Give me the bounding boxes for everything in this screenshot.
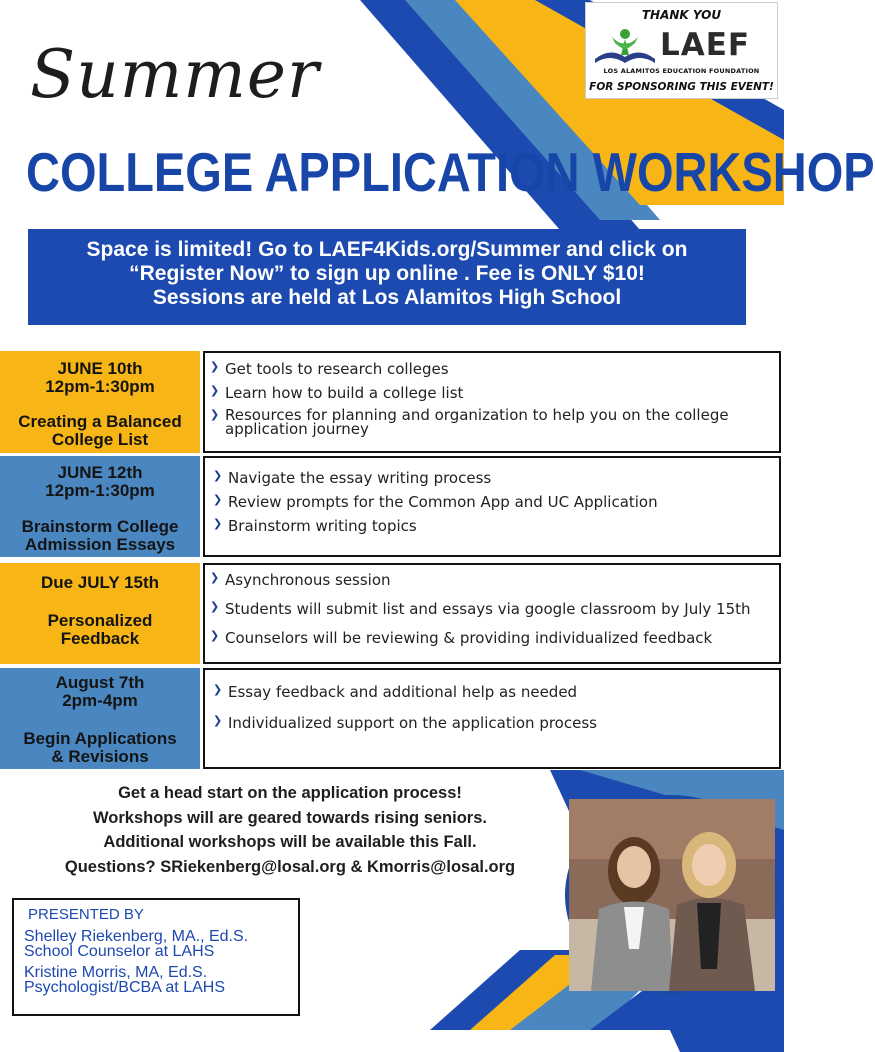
session-1-time: 12pm-1:30pm [45,377,155,396]
presenters-photo-art [569,799,775,991]
session-3-bullet: ❯ Counselors will be reviewing & providing individualized feedback [205,629,779,647]
book-figure-icon [590,25,660,65]
session-4-bullet: ❯ Individualized support on the application process [208,714,779,732]
info-line-3: Additional workshops will be available this Fall. [103,833,477,851]
session-1-bullet: ❯ Resources for planning and organization to help you on the college application journey [205,408,779,436]
banner-line-2: “Register Now” to sign up online . Fee is ONLY $10! [129,262,645,285]
session-1-date: JUNE 10th [57,359,143,378]
session-row-3 [0,563,784,664]
registration-banner [28,229,746,325]
session-2-details [203,456,781,557]
presenter-2 [24,965,298,995]
sponsor-foundation-name: LOS ALAMITOS EDUCATION FOUNDATION [603,67,760,75]
presenters-heading: PRESENTED BY [28,906,144,923]
session-2-bullet: ❯ Brainstorm writing topics [208,517,779,535]
session-3-details [203,563,781,664]
session-2-time: 12pm-1:30pm [45,481,155,500]
presenter-1-name: Shelley Riekenberg, MA., Ed.S. [24,928,249,945]
session-1-bullets [205,360,779,436]
presenter-2-role: Psychologist/BCBA at LAHS [24,979,225,996]
info-line-2: Workshops will are geared towards rising seniors. [93,808,487,827]
session-4-title-1: Begin Applications [23,729,177,748]
session-1-title-2: College List [51,430,149,449]
session-3-bullet: ❯ Asynchronous session [205,571,779,589]
session-1-bullet: ❯ Get tools to research colleges [205,360,779,378]
session-2-date: JUNE 12th [57,463,143,482]
session-row-1 [0,351,784,453]
sponsor-thank-you: THANK YOU [641,8,722,22]
session-2-label [0,456,200,557]
main-title: COLLEGE APPLICATION WORKSHOP [26,141,875,203]
session-4-bullets [205,683,779,732]
laef-wordmark: LAEF [660,27,751,63]
banner-line-3: Sessions are held at Los Alamitos High School [152,286,622,309]
sponsor-for-event: FOR SPONSORING THIS EVENT! [589,81,774,93]
session-3-label [0,563,200,664]
session-2-bullets [205,469,779,535]
session-2-bullet: ❯ Navigate the essay writing process [208,469,779,487]
session-3-title-2: Feedback [60,629,140,648]
info-line-1: Get a head start on the application process! [118,784,462,802]
session-4-details [203,668,781,769]
session-2-bullet: ❯ Review prompts for the Common App and UC Application [208,493,779,511]
session-4-time: 2pm-4pm [62,691,138,710]
session-2-title-2: Admission Essays [24,535,176,554]
info-line-4: Questions? SRiekenberg@losal.org & Kmorris@losal.org [64,857,516,876]
session-1-label [0,351,200,453]
session-row-2 [0,456,784,557]
presenter-1-role: School Counselor at LAHS [24,943,215,960]
laef-logo [586,25,777,65]
session-1-title-1: Creating a Balanced [18,412,182,431]
info-block [20,781,560,879]
banner-line-1: Space is limited! Go to LAEF4Kids.org/Summer and click on [86,238,688,261]
session-4-bullet: ❯ Essay feedback and additional help as needed [208,683,779,701]
session-4-date: August 7th [55,673,145,692]
session-1-bullet: ❯ Learn how to build a college list [205,384,779,402]
session-4-label [0,668,200,769]
session-row-4 [0,668,784,769]
presenter-1 [24,929,298,959]
session-1-details [203,351,781,453]
presenter-2-name: Kristine Morris, MA, Ed.S. [24,964,208,981]
session-3-bullet: ❯ Students will submit list and essays via google classroom by July 15th [205,600,779,618]
session-3-title-1: Personalized [47,611,153,630]
session-3-date: Due JULY 15th [40,573,160,592]
presenters-photo [565,795,779,995]
session-3-bullets [205,571,779,647]
presenters-box [12,898,300,1016]
session-2-title-1: Brainstorm College [21,517,179,536]
script-title: Summer [30,36,320,113]
sponsor-box [585,2,778,99]
session-4-title-2: & Revisions [51,747,149,766]
